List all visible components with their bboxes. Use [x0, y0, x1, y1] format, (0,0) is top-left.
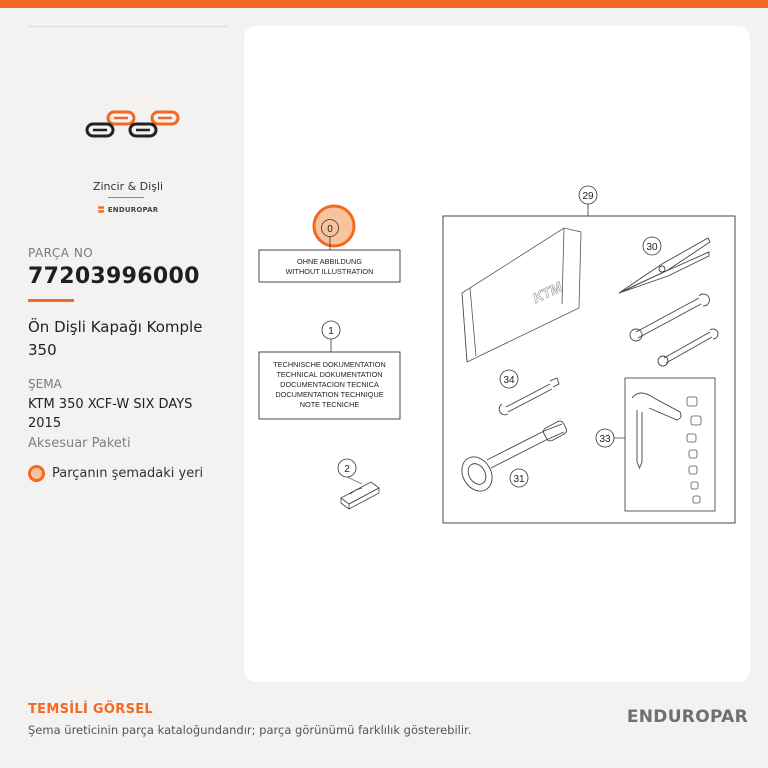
box0-line-2: WITHOUT ILLUSTRATION — [285, 267, 374, 276]
t-handle-drawing — [632, 393, 681, 468]
callout-1: 1 — [328, 326, 334, 337]
callout-0: 0 — [327, 224, 333, 235]
footer-brand: ENDUROPAR — [626, 707, 748, 727]
part-number: 77203996000 — [28, 264, 200, 289]
callout-30: 30 — [646, 242, 658, 253]
part-number-underline — [28, 299, 74, 302]
callout-33: 33 — [599, 434, 611, 445]
box1-line-4: DOCUMENTATION TECHNIQUE — [275, 390, 384, 399]
bits-drawing — [687, 397, 701, 503]
top-accent-bar — [0, 0, 768, 8]
box1-line-2: TECHNICAL DOKUMENTATION — [276, 370, 383, 379]
legend — [28, 465, 203, 482]
callout-29: 29 — [582, 191, 594, 202]
svg-text:KTM: KTM — [530, 278, 565, 306]
callout-34: 34 — [503, 375, 515, 386]
schema-group: Aksesuar Paketi — [28, 436, 131, 451]
footer-title: TEMSİLİ GÖRSEL — [28, 702, 153, 717]
legend-text: Parçanın şemadaki yeri — [52, 466, 204, 481]
box0-line-1: OHNE ABBILDUNG — [297, 257, 362, 266]
wrench-drawing-2 — [658, 329, 718, 366]
category-title: Zincir & Dişli — [92, 180, 164, 193]
box1-line-1: TECHNISCHE DOKUMENTATION — [273, 360, 386, 369]
tool-bag-drawing — [462, 228, 581, 362]
parts-diagram — [244, 26, 750, 682]
fuse-drawing — [341, 482, 379, 509]
pliers-drawing — [619, 238, 710, 293]
combination-tool-drawing — [456, 420, 568, 497]
parts-diagram-card — [244, 26, 750, 682]
toolkit-box — [443, 216, 735, 523]
wrench-drawing-1 — [630, 294, 709, 341]
part-number-label: PARÇA NO — [28, 246, 94, 260]
footer-note: Şema üreticinin parça kataloğundandır; parça görünümü farklılık gösterebilir. — [28, 723, 472, 737]
brand-small — [28, 205, 228, 215]
divider — [28, 26, 228, 27]
part-name: Ön Dişli Kapağı Komple 350 — [28, 318, 203, 359]
box1-line-3: DOCUMENTACION TECNICA — [280, 380, 379, 389]
bit-set-box — [625, 378, 715, 511]
schema-label: ŞEMA — [28, 377, 62, 391]
schema-model: KTM 350 XCF-W SIX DAYS 2015 — [28, 397, 193, 431]
callout-0-highlight — [314, 206, 354, 246]
box1-line-5: NOTE TECNICHE — [299, 400, 360, 409]
chain-logo-icon — [84, 108, 184, 144]
box-without-illustration — [259, 250, 400, 282]
callout-31: 31 — [513, 474, 525, 485]
callout-2: 2 — [344, 464, 350, 475]
category-underline — [108, 197, 144, 198]
highlight-marker-icon — [28, 465, 45, 482]
brand-mark-icon: 〓 — [97, 206, 105, 214]
brand-small-label: ENDUROPAR — [107, 206, 159, 214]
